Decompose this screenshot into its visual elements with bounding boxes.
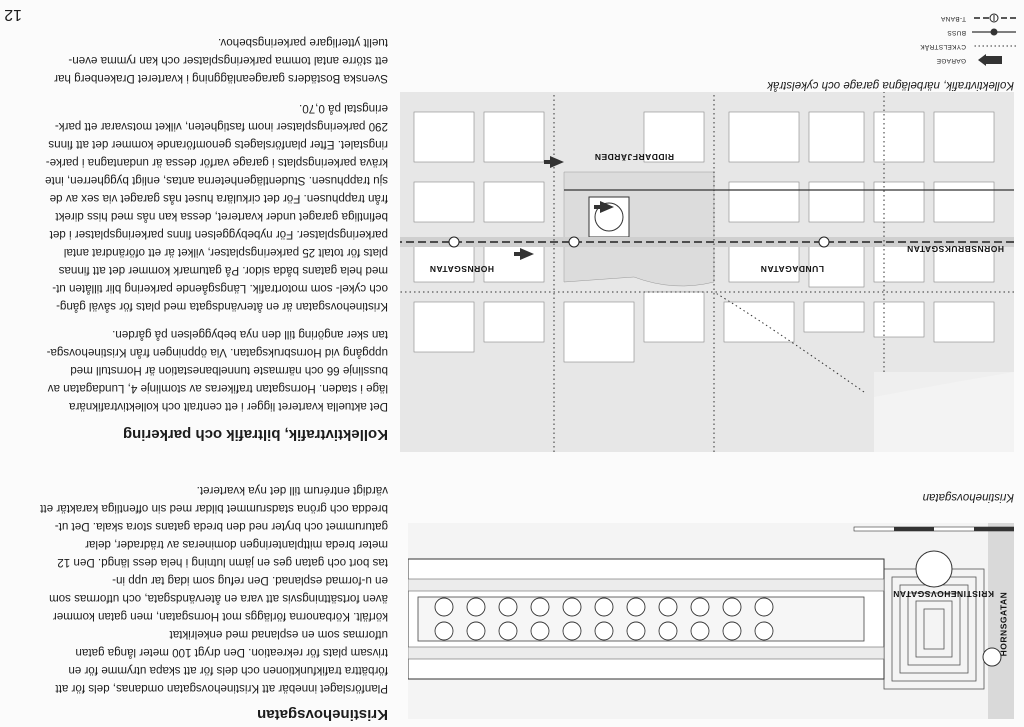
legend-garage-label: GARAGE <box>936 57 966 64</box>
text-line: Svenska Bostäders garageanläggning i kvarteret Drakenberg har <box>54 72 388 85</box>
text-line: trivsam plats för rekreation. Den drygt 100 meter långa gatan <box>75 646 388 659</box>
text-line: förbättra trafikfunktionen och dels för att skapa utrymme för en <box>68 664 388 677</box>
label-lundagatan: LUNDAGATAN <box>760 264 824 274</box>
text-line: 290 parkeringsplatser inom fastigheten, vilket motsvarar ett park- <box>54 120 388 133</box>
label-hornsbruksgatan: HORNSBRUKSGATAN <box>906 244 1004 254</box>
plaza-tree <box>916 551 952 587</box>
text-line: ringstalet. Efter planförslagets genomförande kommer det att finns <box>48 138 388 151</box>
bus-line-icon <box>972 25 1016 39</box>
label-hornsgatan-vertical: HORNSGATAN <box>998 591 1009 657</box>
text-line: tuellt ytterligare parkeringsbehov. <box>218 36 388 49</box>
text-line: läge i staden. Hornsgatan trafikeras av stomlinje 4, Lundagatan av <box>47 382 388 395</box>
text-line: tan sker angöring till den nya bebyggelsen på gården. <box>112 328 388 341</box>
text-line: Planförslaget innebär att Kristinehovsgatan omdanas, dels för att <box>55 682 388 695</box>
text-line: ett större antal tomma parkeringsplatser och kan rymma even- <box>68 54 388 67</box>
heading-kristinehovsgatan: Kristinehovsgatan <box>257 706 388 723</box>
figure-caption-top: Kristinehovsgatan <box>922 491 1014 503</box>
text-line: plats för totalt 25 parkeringsplatser, vilket är ett oförändrat antal <box>63 246 388 259</box>
text-line: befintliga garaget under kvarteret, dessa kan nås med hiss direkt <box>55 210 388 223</box>
garage-arrow-icon <box>972 53 1016 67</box>
label-riddarfjarden: RIDDARFJÄRDEN <box>594 152 674 162</box>
paragraph-kollektivtrafik-3 <box>8 33 388 87</box>
dotted-line-icon <box>972 39 1016 53</box>
text-line: Kristinehovsgatan är en återvändsgata med plats för såväl gång- <box>56 300 388 313</box>
text-line: busslinje 66 och närmaste tunnelbanestation är Hornstull med <box>70 364 388 377</box>
metro-line-icon <box>972 11 1016 25</box>
text-line: från trapphusen. För det cirkulära huset nås garaget via sex av de <box>49 192 388 205</box>
text-line: uppgång vid Hornsbruksgatan. Via öppningen från Kristinehovsga- <box>46 346 388 359</box>
map-legend <box>886 0 1016 67</box>
paragraph-kollektivtrafik-1 <box>8 325 388 415</box>
text-line: sju trapphusen. Studentlägenheterna antas, enligt byggherren, inte <box>45 174 388 187</box>
street-plan-drawing <box>408 523 1014 719</box>
legend-buss <box>886 25 1016 39</box>
text-line: med hela gatans båda sidor. På gatumark kommer det att finnas <box>58 264 388 277</box>
text-line: utformas som en esplanad med enkelriktat <box>169 628 388 641</box>
label-hornsgatan: HORNSGATAN <box>429 264 494 274</box>
text-line: Det aktuella kvarteret ligger i ett centralt och kollektivtrafiknära <box>69 400 388 413</box>
text-line: en u-formad esplanad. Den refug som idag tar upp in- <box>112 574 388 587</box>
heading-kollektivtrafik: Kollektivtrafik, biltrafik och parkering <box>122 426 388 443</box>
figure-caption-map: Kollektivtrafik, närbelägna garage och cykelstråk <box>767 79 1014 91</box>
text-line: gaturummet och bryter ned den breda gatans stora skala. Det ut- <box>54 520 388 533</box>
label-kristinehovsgatan: KRISTINEHOVSGATAN <box>892 589 994 599</box>
text-line: tas bort och gatan ges en jämn lutning i hela dess längd. Den 12 <box>57 556 388 569</box>
paragraph-kristinehovsgatan <box>8 481 388 697</box>
legend-buss-label: BUSS <box>947 29 966 36</box>
text-line: bredda och gröna stadsrummet bildar med sin offentliga karaktär ett <box>40 502 388 515</box>
transit-map-figure <box>400 92 1014 452</box>
street-plan-figure <box>408 523 1014 719</box>
text-line: värdigt entrérum till det nya kvarteret. <box>196 484 388 497</box>
text-line: kräva parkeringsplats i garage varför dessa är undantagna i parke- <box>45 156 388 169</box>
legend-tbana-label: T-BANA <box>940 15 966 22</box>
legend-tbana <box>886 11 1016 25</box>
legend-cykelstrak-label: CYKELSTRÅK <box>920 43 966 50</box>
text-line: parkeringsplatser. För nybebyggelsen finns parkeringsplatser i det <box>49 228 388 241</box>
scale-bar <box>854 527 1014 531</box>
text-column <box>8 0 388 727</box>
legend-garage <box>886 53 1016 67</box>
page-number: 12 <box>4 6 22 23</box>
text-line: eringstal på 0,70. <box>299 102 388 115</box>
text-line: körfält. Körbanorna förläggs mot Hornsgatan, men gatan kommer <box>52 610 388 623</box>
text-line: även fortsättningsvis att vara en återvändsgata, och utformas som <box>49 592 388 605</box>
legend-cykelstrak <box>886 39 1016 53</box>
text-line: meter breda mittplanteringen domineras av trädrader, delar <box>85 538 388 551</box>
text-line: och cykel- som motortrafik. Längsgående parkering blir tillåten ut- <box>52 282 388 295</box>
paragraph-kollektivtrafik-2 <box>8 99 388 315</box>
